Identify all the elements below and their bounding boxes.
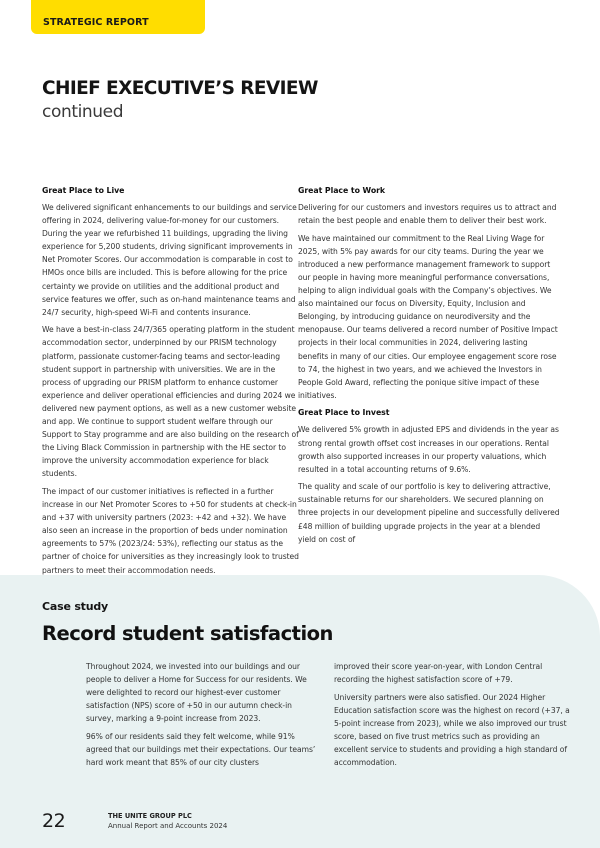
section-heading-great-place-to-live: Great Place to Live bbox=[42, 186, 125, 195]
paragraph: We delivered significant enhancements to our buildings and service offering in 2024, delivering value-for-money for our customers. During the year we refurbished 11 buildings, upgrading the living experience for 5,200 students, driving significant improvements in Net Promoter Scores. Our accommodation is comparable in cost to HMOs once bills are included. This is before allowing for the price certainty we provide on utilities and the additional product and service features we offer, such as on-hand maintenance teams and 24/7 security, high-speed Wi-Fi and contents insurance. bbox=[42, 203, 297, 317]
paragraph: The quality and scale of our portfolio is key to delivering attractive, sustainable returns for our shareholders. We secured planning on three projects in our development pipeline and successfully delivered £48 million of building upgrade projects in the year at a blended yield on cost of bbox=[298, 482, 560, 544]
paragraph: The impact of our customer initiatives is reflected in a further increase in our Net Promoter Scores to +50 for students at check-in and +37 with university partners (2023: +42 and +32). We have also seen an increase in the proportion of beds under nomination agreements to 57% (2023/24: 53%), reflecting our status as the partner of choice for universities as they increasingly look to trusted partners to meet their accommodation needs. bbox=[42, 486, 299, 575]
paragraph: University partners were also satisfied. Our 2024 Higher Education satisfaction score was the highest on record (+37, a 5-point increase from 2023), while we also improved our trust score, based on five trust metrics such as providing an excellent service to students and providing a high standard of accommodation. bbox=[334, 692, 570, 768]
case-study-title: Record student satisfaction bbox=[42, 622, 333, 645]
footer-company-name: THE UNITE GROUP PLC bbox=[108, 812, 192, 820]
paragraph: We delivered 5% growth in adjusted EPS and dividends in the year as strong rental growth offset cost increases in our operations. Rental growth also supported increases in our property valuations, which resulted in a total accounting returns of 9.6%. bbox=[298, 425, 559, 474]
footer-report-title: Annual Report and Accounts 2024 bbox=[108, 822, 228, 830]
case-study-right-column bbox=[334, 660, 570, 774]
paragraph: We have a best-in-class 24/7/365 operating platform in the student accommodation sector, underpinned by our PRISM technology platform, passionate customer-facing teams and sector-leading student support in partnership with universities. We are in the process of upgrading our PRISM platform to enhance customer experience and deliver operational efficiencies and during 2024 we delivered new payment options, as well as a new customer website and app. We continue to support student welfare through our Support to Stay programme and are also building on the research of the Living Black Commission in partnership with the HE sector to improve the university accommodation experience for black students. bbox=[42, 325, 299, 479]
page-heading bbox=[42, 78, 318, 124]
case-study-left-column bbox=[86, 660, 318, 774]
section-heading-great-place-to-invest: Great Place to Invest bbox=[298, 408, 390, 418]
section-heading-great-place-to-work: Great Place to Work bbox=[298, 186, 386, 195]
page-subtitle: continued bbox=[42, 102, 124, 122]
section-tab bbox=[31, 0, 205, 34]
case-study-label: Case study bbox=[42, 600, 109, 613]
section-tab-label: STRATEGIC REPORT bbox=[43, 17, 149, 28]
paragraph: Delivering for our customers and investors requires us to attract and retain the best people and enable them to deliver their best work. bbox=[298, 203, 557, 226]
page-title: CHIEF EXECUTIVE’S REVIEW bbox=[42, 78, 318, 99]
paragraph: Throughout 2024, we invested into our buildings and our people to deliver a Home for Success for our residents. We were delighted to record our highest-ever customer satisfaction (NPS) score of +50 in our autumn check-in survey, marking a 9-point increase from 2023. bbox=[86, 662, 307, 724]
paragraph: improved their score year-on-year, with London Central recording the highest satisfaction score of +79. bbox=[334, 662, 543, 685]
left-column bbox=[42, 184, 300, 581]
paragraph: 96% of our residents said they felt welcome, while 91% agreed that our buildings met their expectations. Our teams’ hard work meant that 85% of our city clusters bbox=[86, 731, 316, 768]
paragraph: We have maintained our commitment to the Real Living Wage for 2025, with 5% pay awards for our city teams. During the year we introduced a new performance management framework to support our people in having more meaningful performance conversations, helping to align individual goals with the Company’s objectives. We also maintained our focus on Diversity, Equity, Inclusion and Belonging, by introducing guidance on neurodiversity and the menopause. Our teams delivered a record number of Positive Impact projects in their local communities in 2024, delivering lasting benefits in many of our cities. Our employee engagement score rose to 74, the highest in two years, and we achieved the Investors in People Gold Award, reflecting the ponique sitive impact of these initiatives. bbox=[298, 233, 558, 400]
right-column bbox=[298, 184, 560, 550]
page-number: 22 bbox=[42, 810, 66, 832]
